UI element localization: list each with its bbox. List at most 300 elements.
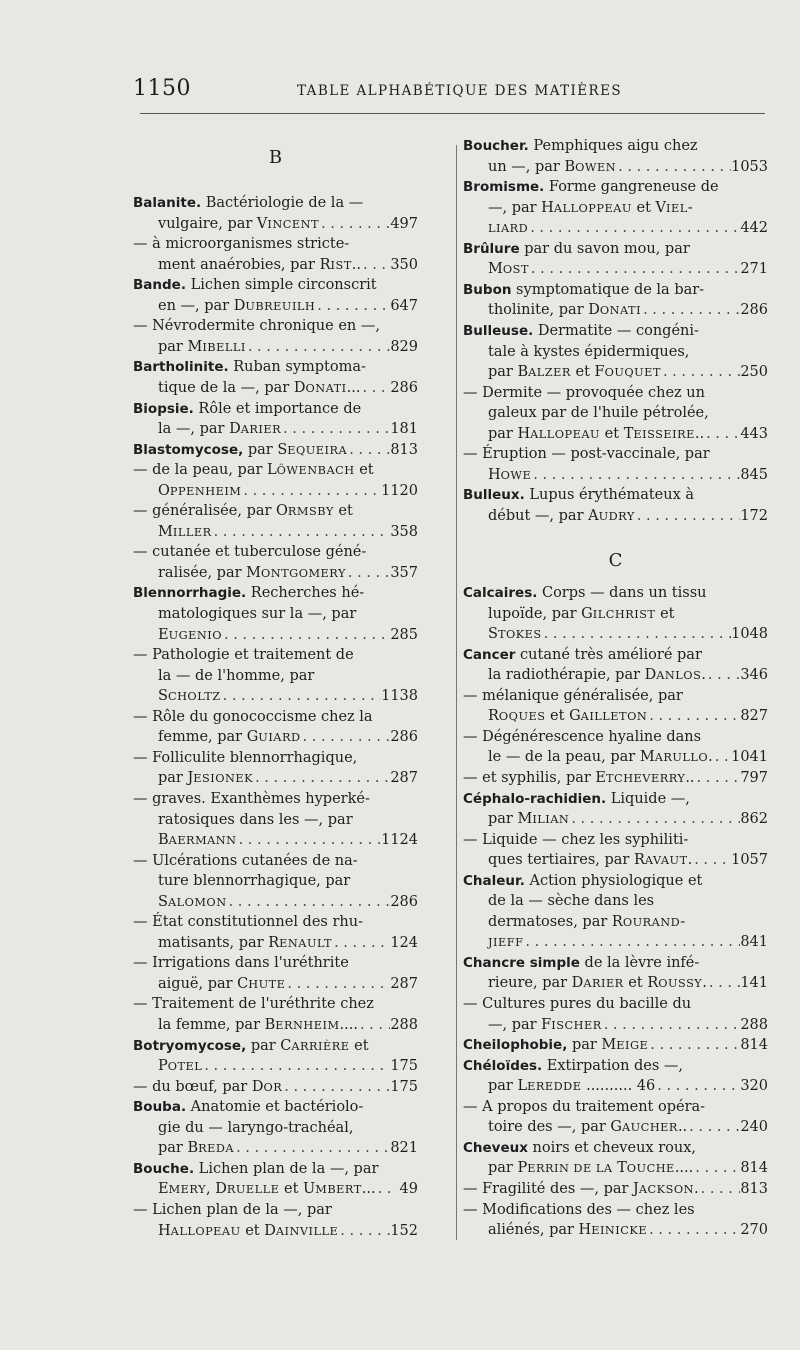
page-reference: 320 (740, 1078, 768, 1095)
page-reference: 286 (740, 302, 768, 319)
page-reference: 1124 (381, 832, 418, 849)
index-line (133, 357, 418, 377)
page-reference: 647 (390, 297, 418, 314)
index-line (463, 1056, 768, 1076)
page-reference: 288 (740, 1016, 768, 1033)
dot-leader (332, 933, 390, 953)
index-line (488, 665, 768, 685)
index-line (463, 321, 768, 341)
dot-leader (647, 1220, 740, 1240)
index-line (463, 1179, 768, 1199)
index-line-text: SCHOLTZ (158, 688, 221, 705)
index-line-text: — et syphilis, par ETCHEVERRY.. (463, 769, 695, 786)
dot-leader (246, 337, 391, 357)
index-line (463, 177, 768, 197)
index-line (463, 136, 768, 156)
page-reference: 175 (390, 1078, 418, 1095)
section-letter-c: C (608, 550, 623, 571)
index-line-text: Bande. Lichen simple circonscrit (133, 277, 377, 294)
index-line-text: SALOMON (158, 893, 227, 910)
dot-leader (301, 727, 391, 747)
dot-leader (234, 1138, 390, 1158)
index-line (488, 465, 768, 485)
dot-leader (542, 624, 731, 644)
index-line (158, 871, 418, 891)
index-line-text: aliénés, par HEINICKE (488, 1222, 648, 1239)
index-line (158, 604, 418, 624)
index-line-text: Bromisme. Forme gangreneuse de (463, 179, 719, 196)
index-line-text: tale à kystes épidermiques, (488, 343, 690, 360)
dot-leader (360, 378, 390, 398)
index-line-text: — graves. Exanthèmes hyperké- (133, 790, 370, 807)
index-line-text: Balanite. Bactériologie de la — (133, 195, 364, 211)
index-line (133, 460, 418, 480)
index-line-text: — Liquide — chez les syphiliti- (463, 831, 689, 848)
index-line-text: ralisée, par MONTGOMERY (158, 564, 346, 581)
page-reference: 862 (740, 811, 768, 828)
page-reference: 181 (390, 421, 418, 438)
page-reference: 141 (740, 975, 768, 992)
index-line (488, 424, 768, 444)
index-line (488, 706, 768, 726)
index-line (133, 275, 418, 295)
page-reference: 250 (740, 364, 768, 381)
index-line-text: — généralisée, par ORMSBY et (133, 503, 353, 520)
index-line-text: ture blennorrhagique, par (158, 873, 351, 890)
index-line-text: MILLER (158, 523, 212, 540)
index-line (133, 440, 418, 460)
page-reference: 813 (390, 441, 418, 458)
page-reference: 152 (390, 1222, 418, 1239)
index-line-text: Chéloïdes. Extirpation des —, (463, 1057, 684, 1074)
index-line (133, 1097, 418, 1117)
index-line-text: — Rôle du gonococcisme chez la (133, 708, 373, 725)
dot-leader (338, 1221, 390, 1241)
index-line (133, 994, 418, 1014)
index-line (133, 583, 418, 603)
index-line (158, 933, 418, 953)
index-line (158, 768, 418, 788)
index-line (463, 768, 768, 788)
index-line-text: — Modifications des — chez les (463, 1201, 695, 1218)
dot-leader (523, 932, 740, 952)
index-line (133, 1200, 418, 1220)
index-line (158, 830, 418, 850)
dot-leader (315, 296, 390, 316)
index-line-text: ratosiques dans les —, par (158, 811, 353, 828)
dot-leader (237, 830, 382, 850)
page-reference: 841 (740, 934, 768, 951)
index-line (463, 1035, 768, 1055)
index-line (463, 871, 768, 891)
index-line (133, 501, 418, 521)
index-line-text: Céphalo-rachidien. Liquide —, (463, 790, 690, 807)
index-line-text: Cancer cutané très amélioré par (463, 646, 702, 663)
index-line (133, 193, 418, 213)
page-reference: 286 (390, 893, 418, 910)
index-line-text: — Cultures pures du bacille du (463, 996, 692, 1012)
page-reference: 1120 (381, 482, 418, 499)
index-line (133, 912, 418, 932)
index-line-text: par MIBELLI (158, 338, 246, 355)
index-line (463, 1138, 768, 1158)
index-line (488, 403, 768, 423)
dot-leader (361, 255, 390, 275)
index-line (158, 419, 418, 439)
index-line-text: — Irrigations dans l'uréthrite (133, 955, 349, 972)
index-line-text: — cutanée et tuberculose géné- (133, 544, 367, 561)
dot-leader (704, 424, 740, 444)
page-reference: 829 (390, 338, 418, 355)
dot-leader (713, 747, 731, 767)
page-reference: 346 (740, 667, 768, 684)
index-line-text: — Pathologie et traitement de (133, 647, 354, 664)
index-line-text: Cheveux noirs et cheveux roux, (463, 1139, 696, 1156)
index-line-text: matologiques sur la —, par (158, 606, 357, 622)
index-line (158, 892, 418, 912)
page-reference: 1053 (731, 158, 768, 175)
dot-leader (376, 1179, 394, 1199)
index-line-text: Bouba. Anatomie et bactériolo- (133, 1099, 364, 1116)
index-line-text: Blastomycose, par SEQUEIRA (133, 441, 348, 458)
index-line-text: LIARD (488, 222, 529, 236)
index-line (158, 255, 418, 275)
index-line-text: Blennorrhagie. Recherches hé- (133, 585, 365, 602)
index-line-text: ques tertiaires, par RAVAUT. (488, 852, 693, 869)
index-line (488, 912, 768, 932)
index-line-text: —, par HALLOPPEAU et VIEL- (488, 199, 693, 216)
dot-leader (529, 259, 740, 279)
dot-leader (319, 214, 390, 234)
index-line (488, 362, 768, 382)
index-line (488, 198, 768, 218)
index-line (488, 809, 768, 829)
index-line (133, 1036, 418, 1056)
dot-leader (531, 465, 740, 485)
index-line-text: par BREDA (158, 1140, 235, 1157)
index-line (488, 604, 768, 624)
index-line (158, 625, 418, 645)
index-line (133, 1077, 418, 1097)
index-line-text: femme, par GUIARD (158, 729, 301, 746)
index-line (488, 624, 768, 644)
index-line-text: Bubon symptomatique de la bar- (463, 281, 705, 298)
dot-leader (655, 1076, 740, 1096)
index-line (463, 1097, 768, 1117)
page-reference: 813 (740, 1180, 768, 1197)
index-line (133, 707, 418, 727)
index-line-text: — Névrodermite chronique en —, (133, 318, 380, 335)
index-line-text: — Dégénérescence hyaline dans (463, 728, 702, 745)
page-reference: 175 (390, 1058, 418, 1075)
page-reference: 1138 (381, 688, 418, 705)
page-reference: 287 (390, 975, 418, 992)
index-line (463, 727, 768, 747)
index-line-text: en —, par DUBREUILH (158, 297, 316, 314)
index-line-text: — Ulcérations cutanées de na- (133, 852, 358, 869)
dot-leader (647, 706, 740, 726)
page-reference: 497 (390, 215, 418, 232)
page-reference: 350 (390, 256, 418, 273)
index-line-text: —, par FISCHER (488, 1016, 602, 1033)
index-line (488, 891, 768, 911)
index-line (488, 850, 768, 870)
index-line-text: Boucher. Pemphiques aigu chez (463, 138, 698, 154)
index-line-text: début —, par AUDRY (488, 507, 635, 524)
dot-leader (569, 809, 740, 829)
page-reference: 286 (390, 379, 418, 396)
index-line (488, 342, 768, 362)
dot-leader (528, 218, 740, 238)
dot-leader (648, 1035, 740, 1055)
index-line-text: STOKES (488, 626, 542, 643)
dot-leader (707, 973, 740, 993)
index-line-text: dermatoses, par ROURAND- (488, 913, 686, 930)
index-line (133, 748, 418, 768)
index-line-text: le — de la peau, par MARULLO. (488, 749, 713, 766)
index-line-text: JIEFF (488, 936, 524, 950)
index-line-text: toire des —, par GAUCHER.. (488, 1119, 688, 1136)
index-line (158, 1179, 418, 1199)
index-line-text: POTEL (158, 1058, 203, 1075)
page-reference: 821 (390, 1140, 418, 1157)
dot-leader (602, 1015, 741, 1035)
index-line (463, 645, 768, 665)
dot-leader (661, 362, 740, 382)
index-line-text: — Éruption — post-vaccinale, par (463, 446, 710, 463)
index-line (488, 259, 768, 279)
index-line (158, 522, 418, 542)
index-line-text: — Folliculite blennorrhagique, (133, 749, 358, 766)
index-line-text: Chaleur. Action physiologique et (463, 872, 703, 889)
index-line-text: Cheilophobie, par MEIGE (463, 1037, 649, 1054)
index-line-text: vulgaire, par VINCENT (158, 215, 320, 232)
page-reference: 270 (740, 1222, 768, 1239)
index-line (133, 953, 418, 973)
index-line-text: Bouche. Lichen plan de la —, par (133, 1160, 379, 1177)
index-line-text: — État constitutionnel des rhu- (133, 914, 363, 931)
page-reference: 124 (390, 934, 418, 951)
index-line (158, 810, 418, 830)
index-line-text: par JESIONEK (158, 770, 254, 787)
index-line (488, 506, 768, 526)
index-line-text: Biopsie. Rôle et importance de (133, 400, 362, 417)
index-line (158, 563, 418, 583)
index-line-text: Botryomycose, par CARRIÈRE et (133, 1037, 369, 1054)
index-line-text: un —, par BOWEN (488, 158, 617, 175)
dot-leader (695, 768, 741, 788)
header-rule (140, 113, 765, 114)
index-line (133, 1159, 418, 1179)
index-line (133, 789, 418, 809)
page-reference: 442 (740, 220, 768, 237)
index-line (463, 789, 768, 809)
index-line-text: HALLOPEAU et DAINVILLE (158, 1222, 339, 1239)
page-reference: 814 (740, 1037, 768, 1054)
index-line-text: la — de l'homme, par (158, 667, 315, 684)
column-divider (456, 145, 457, 1240)
index-line-text: EUGENIO (158, 626, 222, 643)
dot-leader (222, 625, 390, 645)
page-reference: 845 (740, 466, 768, 483)
index-line (158, 974, 418, 994)
index-line (158, 1015, 418, 1035)
index-line (488, 300, 768, 320)
index-line-text: ROQUES et GAILLETON (488, 708, 648, 725)
index-line-text: tique de la —, par DONATI... (158, 379, 361, 396)
index-line (488, 747, 768, 767)
dot-leader (253, 768, 390, 788)
dot-leader (281, 419, 390, 439)
page-reference: 1057 (731, 852, 768, 869)
page-reference: 287 (390, 770, 418, 787)
page-reference: 172 (740, 507, 768, 524)
index-line (158, 337, 418, 357)
dot-leader (221, 686, 381, 706)
dot-leader (202, 1056, 390, 1076)
index-line (133, 316, 418, 336)
page-reference: 1041 (731, 749, 768, 766)
index-line-text: par MILIAN (488, 811, 570, 828)
index-line (488, 973, 768, 993)
index-line-text: — Dermite — provoquée chez un (463, 384, 705, 401)
index-line (158, 666, 418, 686)
index-line (158, 481, 418, 501)
page-reference: 286 (390, 729, 418, 746)
running-header: TABLE ALPHABÉTIQUE DES MATIÈRES (297, 83, 622, 99)
index-line (133, 234, 418, 254)
index-line-text: ment anaérobies, par RIST.. (158, 256, 361, 273)
index-line-text: — A propos du traitement opéra- (463, 1098, 706, 1115)
dot-leader (282, 1077, 390, 1097)
dot-leader (358, 1015, 390, 1035)
dot-leader (687, 1117, 740, 1137)
index-line (158, 378, 418, 398)
index-line (158, 1118, 418, 1138)
index-line (488, 1158, 768, 1178)
index-line (158, 1138, 418, 1158)
index-line-text: Chancre simple de la lèvre infé- (463, 954, 700, 971)
page-reference: 271 (740, 261, 768, 278)
dot-leader (692, 850, 731, 870)
index-line-text: la femme, par BERNHEIM.... (158, 1017, 358, 1033)
index-line (158, 296, 418, 316)
index-line (463, 830, 768, 850)
index-line (463, 686, 768, 706)
index-line (488, 1076, 768, 1096)
index-line-text: par PERRIN DE LA TOUCHE.... (488, 1160, 694, 1177)
index-line (133, 399, 418, 419)
index-line (488, 1220, 768, 1240)
dot-leader (285, 974, 390, 994)
index-line-text: Bulleuse. Dermatite — congéni- (463, 322, 699, 339)
dot-leader (706, 665, 740, 685)
index-line-text: gie du — laryngo-trachéal, (158, 1119, 354, 1136)
index-line-text: la radiothérapie, par DANLOS. (488, 667, 706, 684)
index-line-text: — du bœuf, par DOR (133, 1078, 283, 1095)
index-line-text: Bartholinite. Ruban symptoma- (133, 359, 366, 376)
dot-leader (616, 157, 731, 177)
index-line-text: Brûlure par du savon mou, par (463, 240, 690, 257)
index-line-text: HOWE (488, 466, 532, 483)
index-line-text: MOST (488, 261, 529, 278)
page-reference: 443 (740, 425, 768, 442)
index-line-text: Calcaires. Corps — dans un tissu (463, 585, 707, 601)
index-line-text: aiguë, par CHUTE (158, 975, 286, 992)
dot-leader (227, 892, 391, 912)
index-line (488, 157, 768, 177)
page-reference: 814 (740, 1160, 768, 1177)
page-reference: 240 (740, 1119, 768, 1136)
page-reference: 285 (390, 626, 418, 643)
page-reference: 1048 (731, 626, 768, 643)
index-line-text: BAERMANN (158, 832, 237, 849)
index-line-text: par HALLOPEAU et TEISSEIRE.. (488, 425, 705, 442)
page-reference: 357 (390, 564, 418, 581)
index-line (463, 444, 768, 464)
page-reference: 827 (740, 708, 768, 725)
index-line (133, 851, 418, 871)
index-line (463, 383, 768, 403)
index-line-text: par BALZER et FOUQUET (488, 364, 661, 381)
index-line-text: lupoïde, par GILCHRIST et (488, 605, 675, 622)
page-reference: 797 (740, 769, 768, 786)
dot-leader (241, 481, 381, 501)
index-line-text: matisants, par RENAULT (158, 934, 333, 951)
index-line-text: galeux par de l'huile pétrolée, (488, 405, 709, 422)
index-line-text: — à microorganismes stricte- (133, 236, 350, 253)
index-line (463, 1200, 768, 1220)
index-line (133, 645, 418, 665)
dot-leader (693, 1158, 740, 1178)
page-reference: 358 (390, 523, 418, 540)
dot-leader (635, 506, 741, 526)
section-letter-b: B (268, 147, 283, 168)
index-line (133, 542, 418, 562)
index-line-text: — Fragilité des —, par JACKSON. (463, 1180, 699, 1197)
index-line-text: de la — sèche dans les (488, 893, 655, 910)
index-line-text: Bulleux. Lupus érythémateux à (463, 487, 695, 504)
index-line-text: OPPENHEIM (158, 482, 242, 499)
index-line (463, 583, 768, 603)
index-line-text: tholinite, par DONATI (488, 302, 642, 319)
index-line-text: — Traitement de l'uréthrite chez (133, 996, 374, 1013)
index-line (158, 1221, 418, 1241)
index-line (158, 1056, 418, 1076)
index-line (488, 1015, 768, 1035)
index-line (463, 239, 768, 259)
index-line-text: — mélanique généralisée, par (463, 687, 683, 704)
page-number: 1150 (133, 76, 191, 101)
index-line-text: — de la peau, par LÖWENBACH et (133, 462, 374, 479)
index-line (463, 485, 768, 505)
index-line-text: — Lichen plan de la —, par (133, 1201, 332, 1218)
index-line (463, 953, 768, 973)
index-line (158, 214, 418, 234)
dot-leader (346, 563, 390, 583)
index-line (488, 932, 768, 952)
index-line (158, 686, 418, 706)
index-line (488, 1117, 768, 1137)
index-line (463, 280, 768, 300)
index-line-text: par LEREDDE .......... 46 (488, 1078, 656, 1095)
page-reference: 49 (399, 1181, 418, 1198)
dot-leader (699, 1179, 741, 1199)
index-line-text: rieure, par DARIER et ROUSSY. (488, 975, 707, 992)
dot-leader (347, 440, 390, 460)
page-reference: 288 (390, 1017, 418, 1033)
index-line (158, 727, 418, 747)
